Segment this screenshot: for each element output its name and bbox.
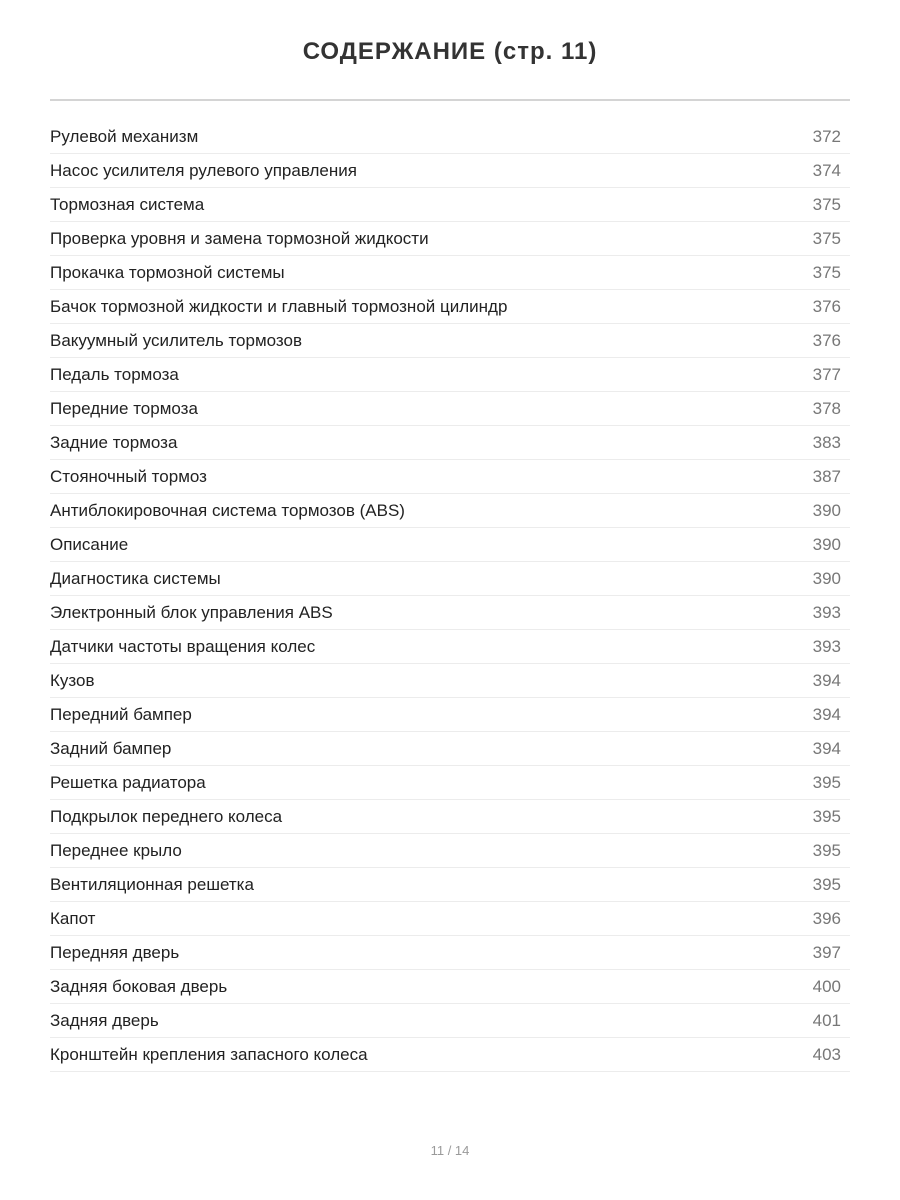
toc-entry-page-number: 376	[812, 330, 841, 350]
toc-entry-page-number: 375	[812, 228, 841, 248]
toc-entry-page-number: 387	[812, 466, 841, 486]
toc-entry[interactable]	[50, 868, 850, 902]
toc-entry-title: Бачок тормозной жидкости и главный тормозной цилиндр	[50, 296, 508, 316]
toc-entry-page-number: 390	[812, 500, 841, 520]
toc-entry-page-number: 390	[812, 568, 841, 588]
toc-entry[interactable]	[50, 1038, 850, 1072]
toc-entry[interactable]	[50, 120, 850, 154]
toc-entry[interactable]	[50, 188, 850, 222]
toc-entry[interactable]	[50, 154, 850, 188]
page-title: СОДЕРЖАНИЕ (стр. 11)	[302, 38, 598, 65]
toc-entry-page-number: 394	[812, 738, 841, 758]
toc-entry-page-number: 372	[812, 126, 841, 146]
toc-entry[interactable]	[50, 290, 850, 324]
toc-entry[interactable]	[50, 766, 850, 800]
toc-entry[interactable]	[50, 732, 850, 766]
toc-entry[interactable]	[50, 1004, 850, 1038]
toc-entry-title: Насос усилителя рулевого управления	[50, 160, 357, 180]
toc-entry[interactable]	[50, 800, 850, 834]
toc-entry-title: Стояночный тормоз	[50, 466, 207, 486]
toc-entry-page-number: 378	[812, 398, 841, 418]
toc-entry-page-number: 403	[812, 1044, 841, 1064]
toc-entry[interactable]	[50, 494, 850, 528]
toc-entry-page-number: 393	[812, 636, 841, 656]
page-indicator: 11 / 14	[430, 1143, 470, 1158]
toc-entry[interactable]	[50, 426, 850, 460]
table-of-contents	[50, 120, 850, 1072]
toc-entry[interactable]	[50, 596, 850, 630]
toc-entry-title: Капот	[50, 908, 96, 928]
toc-entry[interactable]	[50, 970, 850, 1004]
toc-entry-title: Подкрылок переднего колеса	[50, 806, 283, 826]
toc-entry-page-number: 394	[812, 670, 841, 690]
toc-entry-title: Описание	[50, 534, 129, 554]
toc-entry-page-number: 375	[812, 194, 841, 214]
toc-entry-title: Датчики частоты вращения колес	[50, 636, 316, 656]
toc-entry-title: Вакуумный усилитель тормозов	[50, 330, 302, 350]
toc-entry-title: Решетка радиатора	[50, 772, 206, 792]
toc-entry-page-number: 397	[812, 942, 841, 962]
toc-entry-title: Переднее крыло	[50, 840, 182, 860]
toc-entry[interactable]	[50, 256, 850, 290]
toc-entry[interactable]	[50, 630, 850, 664]
toc-entry[interactable]	[50, 324, 850, 358]
toc-entry-page-number: 395	[812, 772, 841, 792]
toc-entry-title: Задняя боковая дверь	[50, 976, 228, 996]
toc-entry[interactable]	[50, 562, 850, 596]
toc-entry-page-number: 400	[812, 976, 841, 996]
toc-entry[interactable]	[50, 392, 850, 426]
toc-entry[interactable]	[50, 664, 850, 698]
toc-entry-page-number: 376	[812, 296, 841, 316]
toc-entry-page-number: 401	[812, 1010, 841, 1030]
toc-entry-page-number: 393	[812, 602, 841, 622]
toc-entry-page-number: 383	[812, 432, 841, 452]
toc-entry-title: Передний бампер	[50, 704, 192, 724]
toc-entry-page-number: 395	[812, 840, 841, 860]
toc-entry-title: Прокачка тормозной системы	[50, 262, 285, 282]
toc-entry-title: Диагностика системы	[50, 568, 221, 588]
toc-entry-title: Рулевой механизм	[50, 126, 199, 146]
toc-entry-page-number: 394	[812, 704, 841, 724]
toc-entry-title: Передняя дверь	[50, 942, 180, 962]
toc-entry-page-number: 395	[812, 874, 841, 894]
toc-entry-title: Задние тормоза	[50, 432, 178, 452]
toc-entry-title: Вентиляционная решетка	[50, 874, 254, 894]
toc-entry-title: Кронштейн крепления запасного колеса	[50, 1044, 368, 1064]
toc-entry-page-number: 375	[812, 262, 841, 282]
toc-entry-page-number: 374	[812, 160, 841, 180]
toc-entry[interactable]	[50, 834, 850, 868]
toc-entry-title: Педаль тормоза	[50, 364, 179, 384]
toc-entry-page-number: 395	[812, 806, 841, 826]
toc-entry-title: Кузов	[50, 670, 95, 690]
toc-entry-title: Передние тормоза	[50, 398, 198, 418]
toc-entry[interactable]	[50, 902, 850, 936]
toc-entry-title: Тормозная система	[50, 194, 205, 214]
toc-entry-page-number: 377	[812, 364, 841, 384]
toc-entry[interactable]	[50, 222, 850, 256]
toc-entry[interactable]	[50, 936, 850, 970]
toc-entry[interactable]	[50, 528, 850, 562]
toc-entry-title: Антиблокировочная система тормозов (ABS)	[50, 500, 405, 520]
toc-entry-title: Электронный блок управления ABS	[50, 602, 333, 622]
toc-entry-title: Задний бампер	[50, 738, 172, 758]
toc-entry-page-number: 396	[812, 908, 841, 928]
toc-entry[interactable]	[50, 358, 850, 392]
toc-entry[interactable]	[50, 460, 850, 494]
toc-entry-page-number: 390	[812, 534, 841, 554]
title-divider	[50, 99, 850, 101]
toc-entry[interactable]	[50, 698, 850, 732]
toc-entry-title: Проверка уровня и замена тормозной жидкости	[50, 228, 429, 248]
toc-entry-title: Задняя дверь	[50, 1010, 159, 1030]
